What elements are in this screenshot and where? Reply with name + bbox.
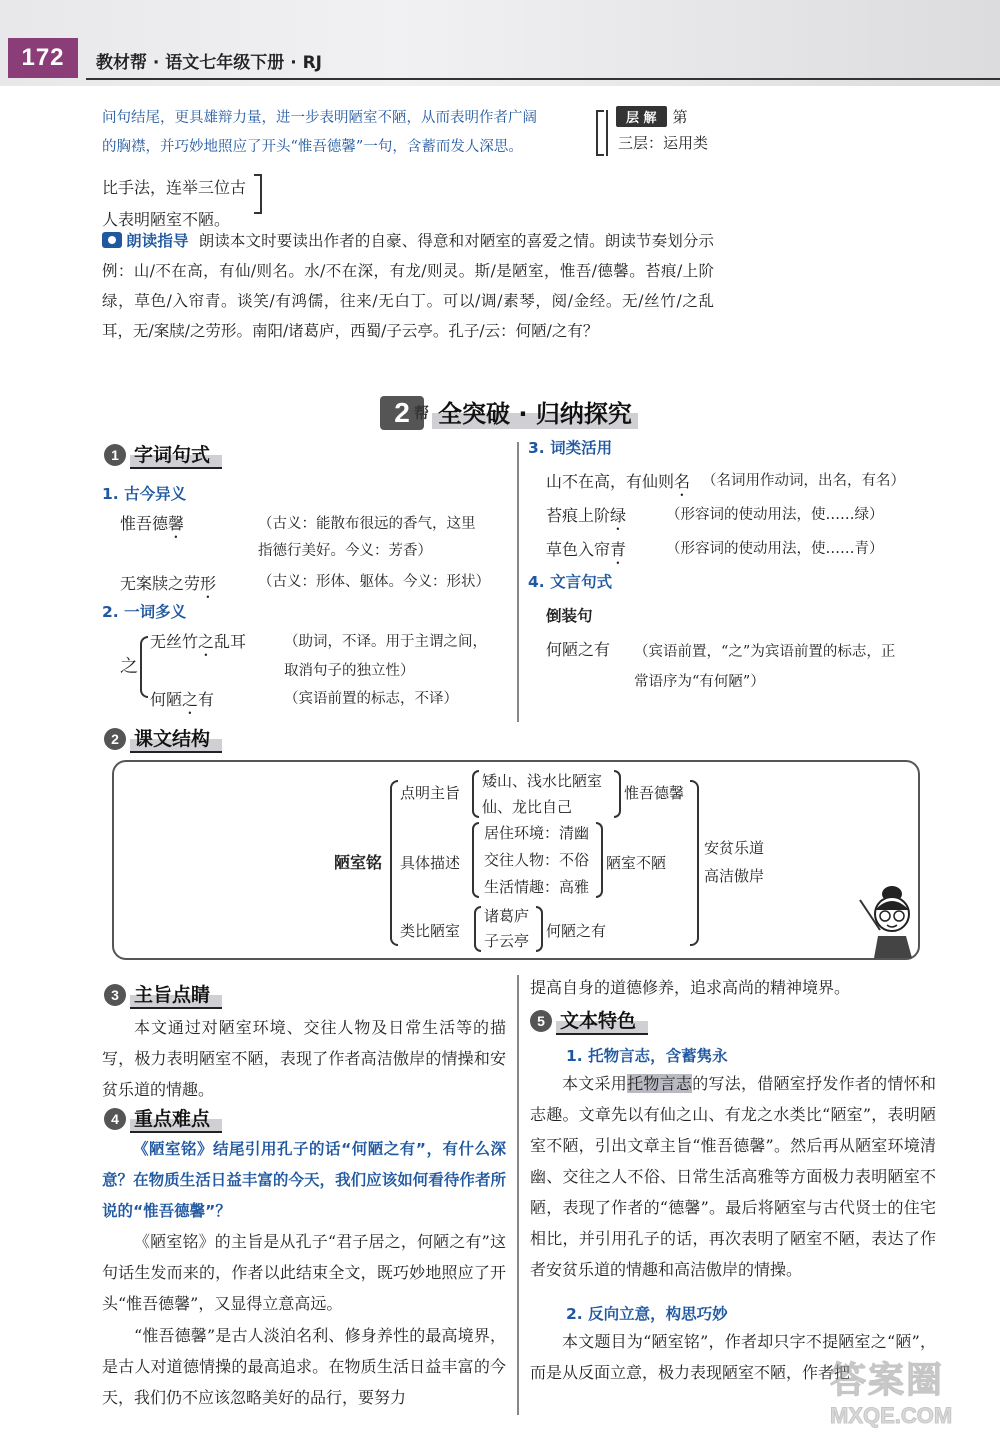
watermark-logo: 答案圈 MXQE.COM bbox=[830, 1360, 953, 1428]
answer-paragraph: “惟吾德馨”是古人淡泊名利、修身养性的最高境界，是古人对道德情操的最高追求。在物质生活日益丰富的今天，我们仍不应该忽略美好的品行，要努力 bbox=[102, 1326, 506, 1407]
term-note: （古义：能散布很远的香气，这里 指德行美好。今义：芳香） bbox=[258, 516, 476, 559]
feature-paragraph: 本文题目为“陋室铭”，作者却只字不提陋室之“陋”，而是从反面立意，极力表现陋室不陋，作者把 bbox=[530, 1332, 936, 1382]
brace bbox=[140, 636, 148, 698]
sub-heading: 1. 古今异义 bbox=[102, 485, 187, 503]
brace bbox=[536, 906, 543, 952]
term-note: （助词，不译。用于主谓之间， 取消句子的独立性） bbox=[284, 634, 487, 679]
section-2-header: 2 课文结构 bbox=[104, 724, 222, 753]
branch-result: 陋室不陋 bbox=[606, 854, 667, 872]
bracket bbox=[606, 110, 609, 156]
highlighted-term: 托物言志 bbox=[627, 1074, 693, 1093]
term: 何陋之有 bbox=[150, 690, 215, 709]
page-number: 172 bbox=[8, 38, 78, 78]
bracket bbox=[254, 174, 262, 214]
sub-title: 倒装句 bbox=[546, 607, 593, 625]
branch-items: 居住环境：清幽 交往人物：不俗 生活情趣：高雅 bbox=[484, 824, 590, 896]
answer-paragraph: 《陋室铭》的主旨是从孔子“君子居之，何陋之有”这句话生发而来的，作者以此结束全文，既巧妙地照应了开头“惟吾德馨”，又显得立意高远。 bbox=[102, 1232, 506, 1313]
section-4-header: 4 重点难点 bbox=[104, 1104, 222, 1133]
branch-label: 点明主旨 bbox=[400, 784, 461, 802]
layer-text: 三层：运用类 bbox=[618, 134, 709, 152]
term-note: （古义：形体、躯体。今义：形状） bbox=[258, 574, 490, 590]
reading-guide: 朗读指导 朗读本文时要读出作者的自豪、得意和对陋室的喜爱之情。朗读节奏划分示例：山/不在高，有仙/则名。水/不在深，有龙/则灵。斯/是陋室，惟吾/德馨。苔痕/上阶绿，草色/入帘青。谈笑/有鸿儒，往来/无白丁。可以/调/素琴，阅/金经。无/丝竹/之乱耳，无/案牍/之劳形。南阳/诸葛庐，西蜀/子云亭。孔子/云：何陋/之有？ bbox=[102, 232, 714, 340]
structure-conclusion: 安贫乐道 高洁傲岸 bbox=[704, 839, 765, 885]
term: 惟吾德馨 bbox=[120, 514, 185, 533]
header-band bbox=[0, 0, 1000, 86]
branch-items: 矮山、浅水比陋室 仙、龙比自己 bbox=[482, 772, 603, 816]
section-5-header: 5 文本特色 bbox=[530, 1006, 648, 1035]
term-note: （名词用作动词，出名，有名） bbox=[702, 473, 905, 489]
header-rule bbox=[86, 78, 1000, 80]
sub-heading: 2. 反向立意，构思巧妙 bbox=[566, 1305, 728, 1323]
sub-heading: 4. 文言句式 bbox=[528, 573, 613, 591]
banner-tag: 帮 bbox=[414, 404, 430, 422]
book-title: 教材帮 · 语文七年级下册 · RJ bbox=[96, 53, 323, 73]
term: 草色入帘青 bbox=[546, 540, 627, 559]
banner-number: 2 bbox=[380, 396, 424, 430]
term-note: （形容词的使动用法，使……绿） bbox=[666, 507, 884, 523]
term-note: （形容词的使动用法，使……青） bbox=[666, 541, 884, 557]
term-note: （宾语前置，“之”为宾语前置的标志，正 常语序为“有何陋”） bbox=[634, 644, 896, 690]
branch-label: 具体描述 bbox=[400, 854, 461, 872]
term: 苔痕上阶绿 bbox=[546, 506, 627, 525]
section-1-header: 1 字词句式 bbox=[104, 440, 222, 469]
term: 山不在高，有仙则名 bbox=[546, 472, 691, 491]
sub-heading: 3. 词类活用 bbox=[528, 439, 613, 457]
continued-text: 提高自身的道德修养，追求高尚的精神境界。 bbox=[530, 978, 851, 997]
branch-label: 类比陋室 bbox=[400, 922, 461, 940]
sub-heading: 1. 托物言志，含蓄隽永 bbox=[566, 1047, 728, 1065]
analogy-note: 比手法，连举三位古 人表明陋室不陋。 bbox=[102, 178, 247, 229]
brace bbox=[472, 770, 479, 818]
brace bbox=[472, 822, 479, 898]
layer-note: 层 解 第 bbox=[616, 106, 688, 127]
teacher-cartoon-icon bbox=[852, 880, 926, 958]
structure-root: 陋室铭 bbox=[334, 853, 383, 872]
section-3-header: 3 主旨点睛 bbox=[104, 980, 222, 1009]
term: 无丝竹之乱耳 bbox=[150, 632, 247, 651]
feature-paragraph: 本文采用托物言志的写法，借陋室抒发作者的情怀和志趣。文章先以有仙之山、有龙之水类比“陋室”，表明陋室不陋，引出文章主旨“惟吾德馨”。然后再从陋室环境清幽、交往之人不俗、日常生活高雅等方面极力表明陋室不陋，表现了作者的“德馨”。最后将陋室与古代贤士的住宅相比，并引用孔子的话，再次表明了陋室不陋，表达了作者安贫乐道的情趣和高洁傲岸的情操。 bbox=[530, 1074, 936, 1279]
column-divider bbox=[517, 442, 519, 722]
branch-items: 诸葛庐 子云亭 bbox=[484, 907, 530, 950]
term-note: （宾语前置的标志，不译） bbox=[284, 691, 458, 707]
brace bbox=[474, 906, 481, 952]
banner-title: 全突破 · 归纳探究 bbox=[432, 394, 638, 429]
section-banner bbox=[380, 396, 680, 432]
term: 何陋之有 bbox=[546, 640, 611, 659]
bracket bbox=[596, 110, 604, 156]
key-question: 《陋室铭》结尾引用孔子的话“何陋之有”，有什么深意？在物质生活日益丰富的今天，我们应该如何看待作者所说的“惟吾德馨”？ bbox=[102, 1140, 506, 1220]
brace bbox=[390, 780, 398, 946]
reading-icon bbox=[102, 232, 122, 248]
polysemy-char: 之 bbox=[120, 656, 138, 677]
column-divider bbox=[517, 975, 519, 1415]
margin-note: 问句结尾，更具雄辩力量，进一步表明陋室不陋，从而表明作者广阔 的胸襟，并巧妙地照应了开头“惟吾德馨”一句，含蓄而发人深思。 bbox=[102, 110, 537, 155]
brace bbox=[614, 770, 621, 818]
theme-paragraph: 本文通过对陋室环境、交往人物及日常生活等的描写，极力表明陋室不陋，表现了作者高洁傲岸的情操和安贫乐道的情趣。 bbox=[102, 1018, 506, 1099]
branch-result: 惟吾德馨 bbox=[624, 784, 685, 802]
brace bbox=[596, 822, 603, 898]
brace bbox=[690, 780, 699, 946]
term: 无案牍之劳形 bbox=[120, 574, 217, 593]
sub-heading: 2. 一词多义 bbox=[102, 603, 187, 621]
layer-badge: 层 解 bbox=[616, 106, 667, 127]
branch-result: 何陋之有 bbox=[546, 922, 607, 940]
